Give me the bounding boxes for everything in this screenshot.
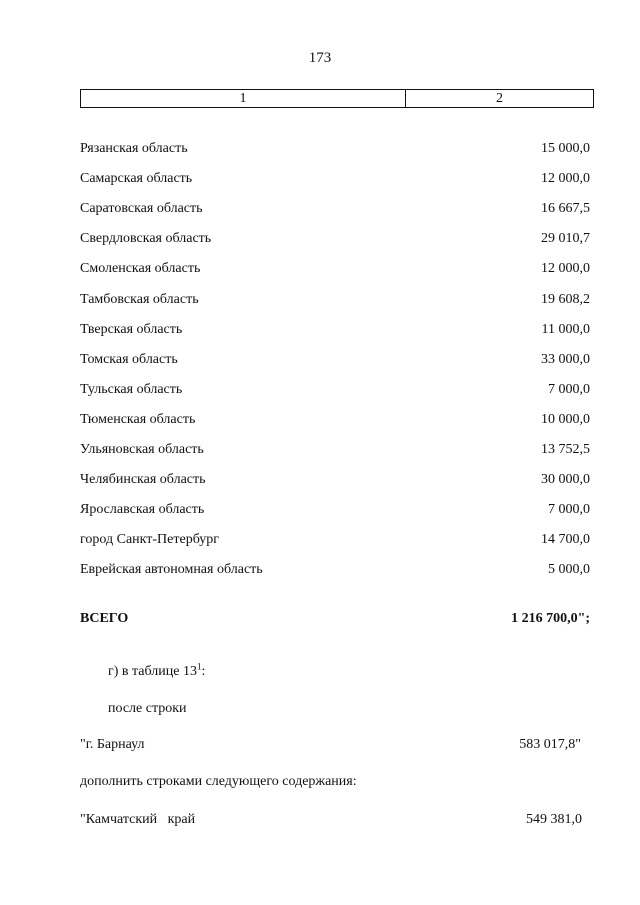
table-row bbox=[80, 375, 590, 405]
kamchatka-name: "Камчатский край bbox=[80, 812, 196, 827]
region-name: Саратовская область bbox=[80, 201, 203, 217]
region-value: 12 000,0 bbox=[541, 261, 590, 277]
table-row bbox=[80, 224, 590, 254]
table-row bbox=[80, 525, 590, 555]
region-value: 14 700,0 bbox=[541, 532, 590, 548]
amendment-intro-colon: : bbox=[201, 664, 206, 679]
region-name: Рязанская область bbox=[80, 141, 188, 157]
total-label: ВСЕГО bbox=[80, 611, 129, 626]
region-value: 30 000,0 bbox=[541, 472, 590, 488]
column-header-1: 1 bbox=[81, 90, 406, 107]
region-name: Еврейская автономная область bbox=[80, 562, 263, 578]
barnaul-value: 583 017,8" bbox=[519, 737, 581, 752]
region-value: 15 000,0 bbox=[541, 141, 590, 157]
region-name: Тульская область bbox=[80, 381, 183, 397]
region-value: 12 000,0 bbox=[541, 171, 590, 187]
region-value: 29 010,7 bbox=[541, 231, 590, 247]
region-name: Смоленская область bbox=[80, 261, 201, 277]
kamchatka-value: 549 381,0 bbox=[526, 812, 582, 827]
table-row bbox=[80, 284, 590, 314]
region-name: Тамбовская область bbox=[80, 291, 199, 307]
total-row bbox=[80, 611, 590, 627]
region-name: Тверская область bbox=[80, 321, 183, 337]
region-value: 13 752,5 bbox=[541, 441, 590, 457]
region-list bbox=[80, 134, 590, 585]
table-row bbox=[80, 315, 590, 345]
total-value: 1 216 700,0"; bbox=[511, 611, 590, 626]
table-row bbox=[80, 194, 590, 224]
column-header-2: 2 bbox=[496, 90, 503, 106]
region-name: Свердловская область bbox=[80, 231, 212, 247]
page-number: 173 bbox=[308, 50, 332, 66]
table-row bbox=[80, 164, 590, 194]
amendment-intro bbox=[108, 661, 206, 680]
region-name: Ульяновская область bbox=[80, 441, 204, 457]
table-row bbox=[80, 405, 590, 435]
supplement-text: дополнить строками следующего содержания: bbox=[80, 774, 357, 789]
amendment-intro-text: г) в таблице 13 bbox=[108, 664, 197, 679]
amendment-intro-superscript: 1 bbox=[196, 661, 202, 672]
column-header-table bbox=[80, 89, 594, 108]
region-value: 10 000,0 bbox=[541, 411, 590, 427]
table-row bbox=[80, 254, 590, 284]
region-name: город Санкт-Петербург bbox=[80, 532, 220, 548]
region-value: 33 000,0 bbox=[541, 351, 590, 367]
table-row bbox=[80, 134, 590, 164]
region-value: 16 667,5 bbox=[541, 201, 590, 217]
table-row bbox=[80, 495, 590, 525]
region-value: 5 000,0 bbox=[548, 562, 590, 578]
region-name: Тюменская область bbox=[80, 411, 196, 427]
region-value: 7 000,0 bbox=[548, 381, 590, 397]
table-row bbox=[80, 555, 590, 585]
table-row bbox=[80, 345, 590, 375]
region-name: Челябинская область bbox=[80, 472, 206, 488]
region-value: 7 000,0 bbox=[548, 502, 590, 518]
region-name: Томская область bbox=[80, 351, 178, 367]
after-row-text: после строки bbox=[108, 701, 187, 716]
table-row bbox=[80, 435, 590, 465]
region-name: Ярославская область bbox=[80, 502, 205, 518]
region-name: Самарская область bbox=[80, 171, 193, 187]
region-value: 11 000,0 bbox=[541, 321, 590, 337]
table-row bbox=[80, 465, 590, 495]
region-value: 19 608,2 bbox=[541, 291, 590, 307]
barnaul-name: "г. Барнаул bbox=[80, 737, 145, 752]
